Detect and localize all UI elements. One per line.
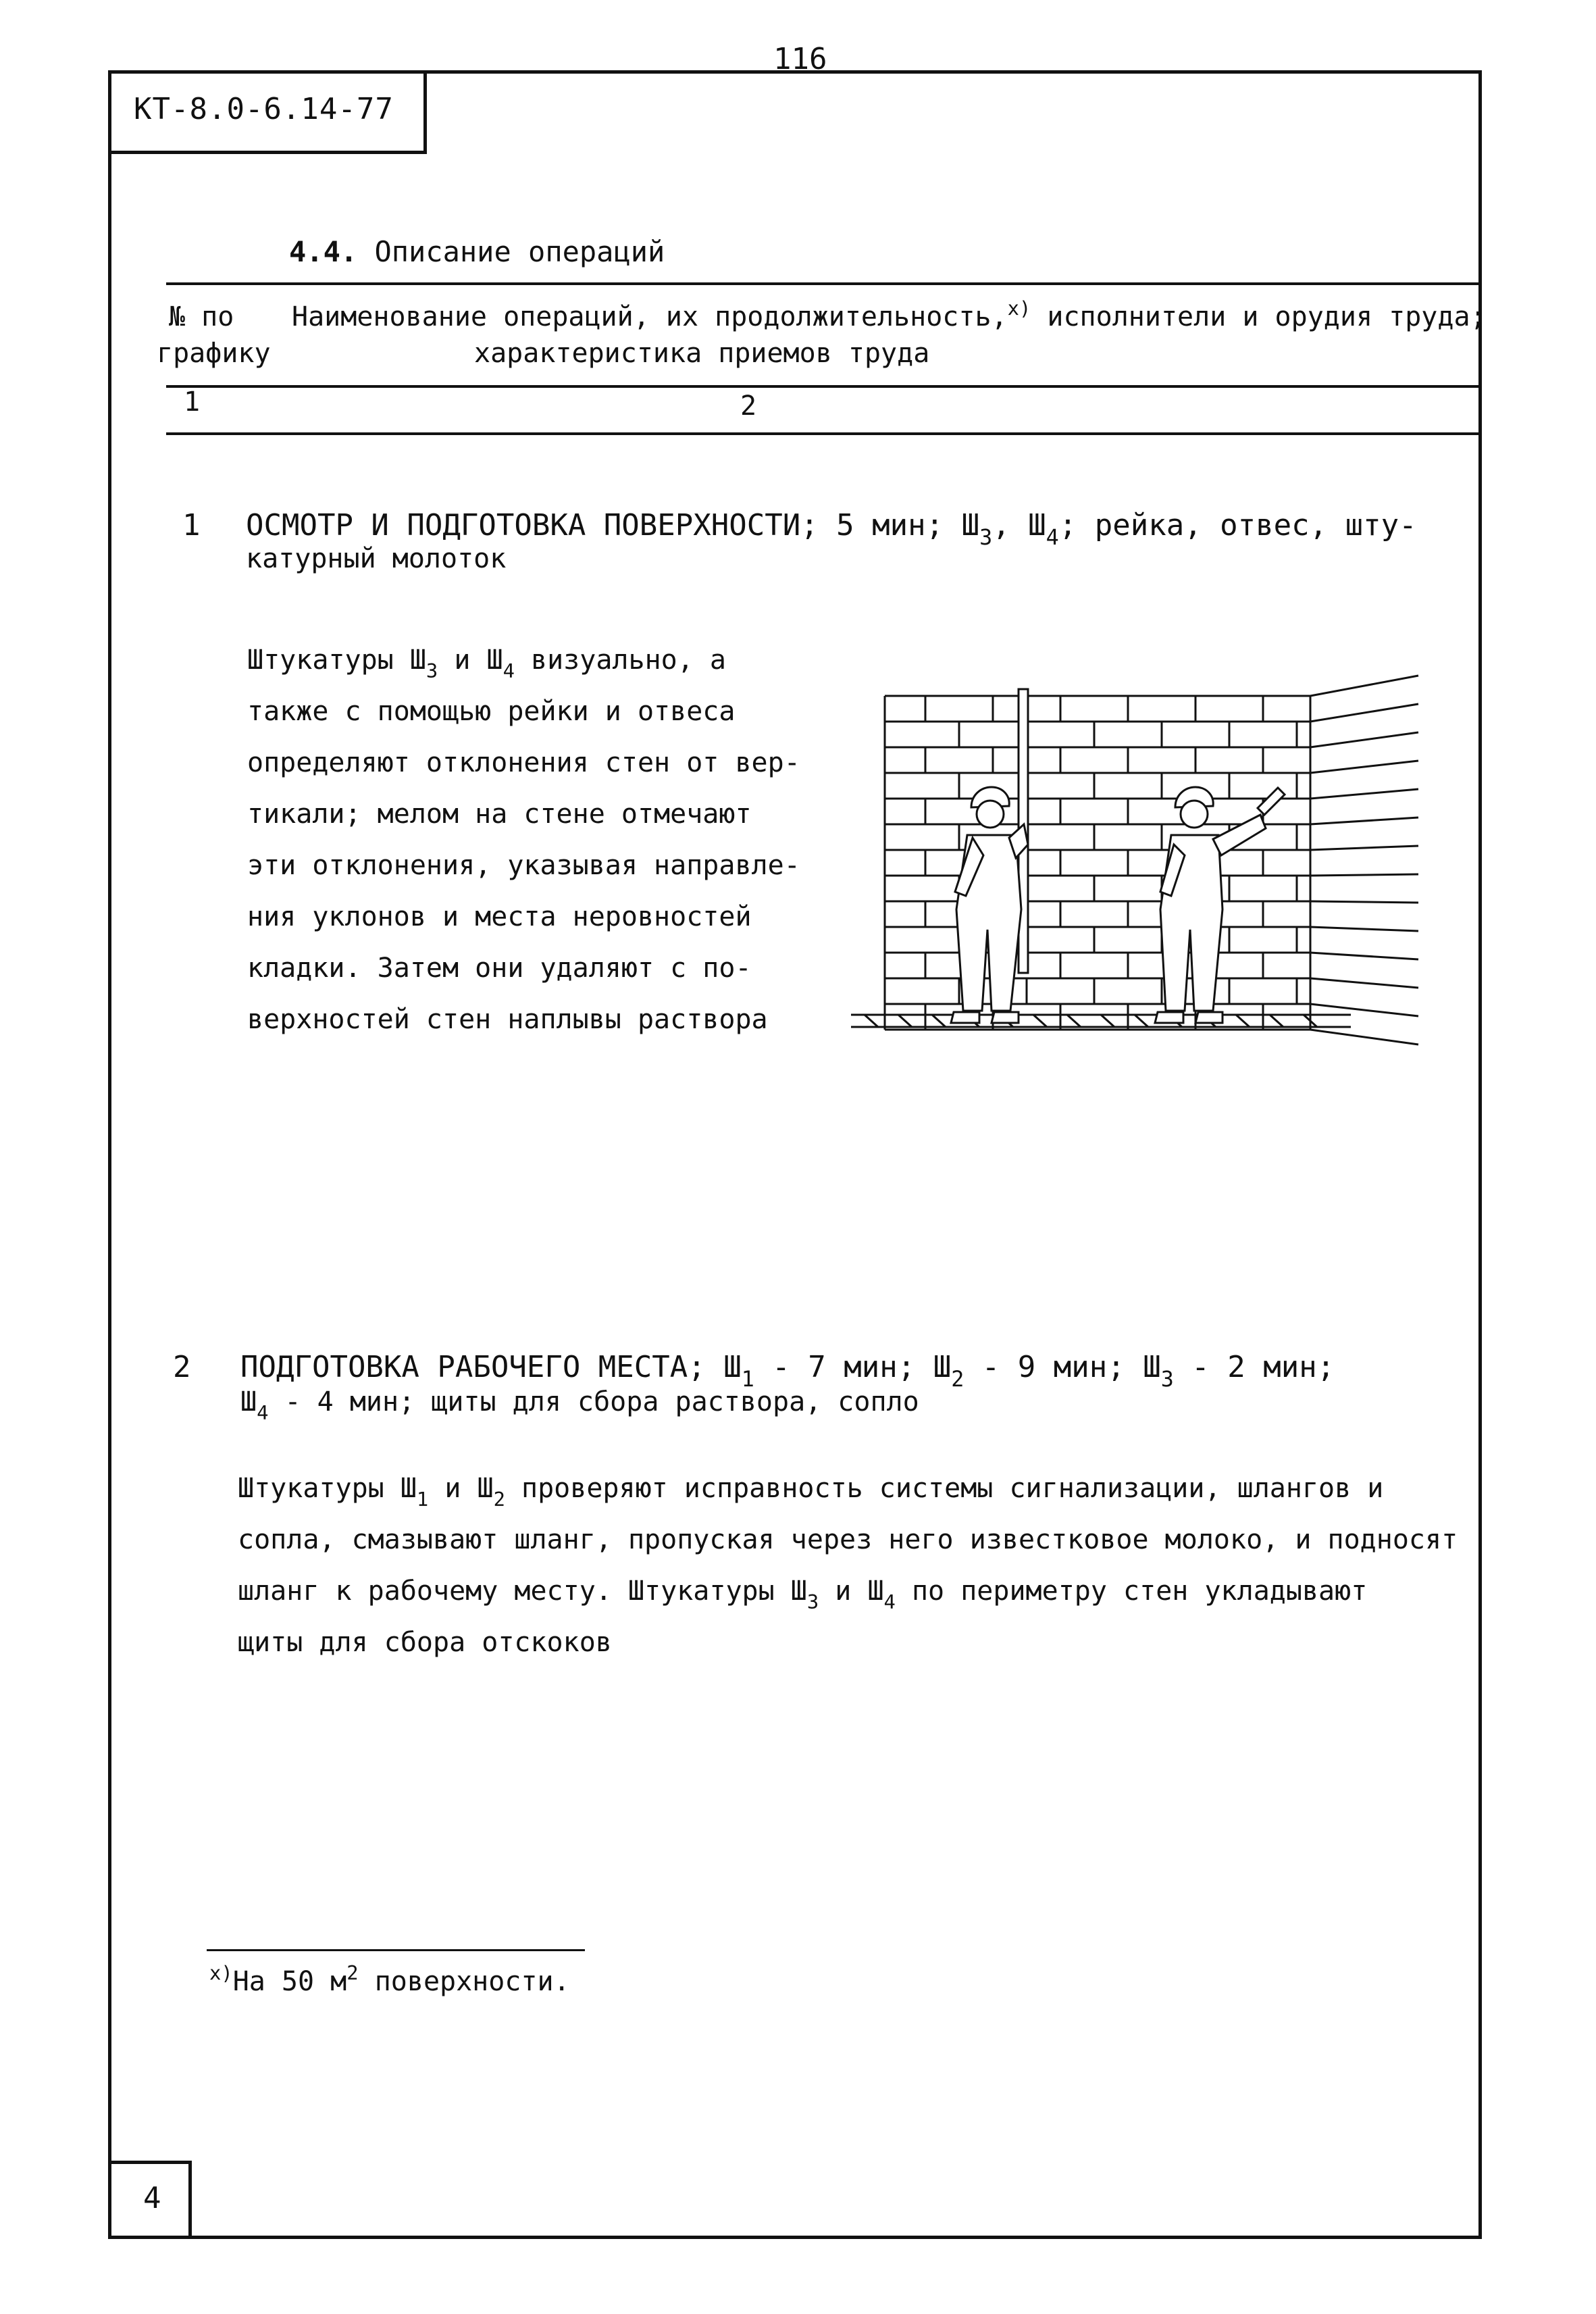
footnote-rule (207, 1949, 585, 1951)
col1-number: 1 (184, 386, 201, 418)
operation-1-title-line1 (246, 508, 1417, 551)
worker-left (951, 787, 1028, 1023)
section-title (289, 235, 665, 268)
section-number: 4.4. (289, 235, 358, 268)
page-frame (108, 70, 1482, 2239)
operation-2-title-line2: $Ш_4 - 4$ мин; щиты для сбора раствора, сопло (240, 1386, 919, 1424)
col1-header-line2: графику (157, 338, 271, 369)
corner-label: 4 (143, 2181, 161, 2215)
op2-desc-line: шланг к рабочему месту. Штукатуры $Ш_3$ и $Ш_4$ по периметру стен укладывают (238, 1576, 1368, 1613)
op1-desc-line: тикали; мелом на стене отмечают (247, 799, 752, 830)
operation-2-description (238, 1473, 1458, 1678)
footnote-mark: x) (209, 1961, 233, 1985)
op1-desc-line: кладки. Затем они удаляют с по- (247, 953, 752, 984)
table-mid-rule (166, 385, 1482, 388)
op1-title-text: ОСМОТР И ПОДГОТОВКА ПОВЕРХНОСТИ; 5 мин; Ш (246, 508, 980, 543)
op2-desc-line: сопла, смазывают шланг, пропуская через него известковое молоко, и подносят (238, 1524, 1458, 1555)
op2-desc-line: щиты для сбора отскоков (238, 1627, 612, 1658)
brick-wall (885, 696, 1310, 1030)
page-number: 116 (773, 42, 827, 76)
operation-1-description (247, 645, 800, 1055)
op1-title-text: ; рейка, отвес, шту- (1058, 508, 1417, 543)
op1-desc-line: ния уклонов и места неровностей (247, 901, 752, 932)
operation-2-title-line1: ПОДГОТОВКА РАБОЧЕГО МЕСТА; $Ш_1 - 7$ мин; $Ш_2 - 9$ мин; $Ш_3 - 2$ мин; (240, 1350, 1335, 1392)
plasterers-wall-illustration (838, 669, 1432, 1061)
op1-title-sub-3: 3 (979, 526, 993, 551)
operation-2-number: 2 (173, 1350, 191, 1384)
table-bottom-rule (166, 432, 1482, 435)
table-top-rule (166, 282, 1482, 285)
col2-header-text-a: Наименование операций, их продолжительность, (292, 301, 1008, 332)
col2-number: 2 (740, 391, 757, 422)
operation-1-title-line2: катурный молоток (246, 543, 507, 574)
op1-desc-line: также с помощью рейки и отвеса (247, 696, 736, 727)
col2-header-line2: характеристика приемов труда (474, 338, 930, 369)
side-wall (1310, 676, 1418, 1045)
section-title-text: Описание операций (374, 235, 665, 268)
document-code: КТ-8.0-6.14-77 (134, 92, 394, 126)
op1-title-text: , Ш (992, 508, 1046, 543)
footnote (209, 1961, 570, 1997)
op1-title-sub-4: 4 (1046, 526, 1059, 551)
col2-header-line1 (292, 297, 1487, 332)
op1-desc-line: определяют отклонения стен от вер- (247, 747, 800, 778)
worker-right (1155, 787, 1285, 1023)
op1-desc-line: верхностей стен наплывы раствора (247, 1004, 768, 1035)
operation-1-number: 1 (182, 508, 201, 543)
footnote-text: На 50 м (232, 1966, 347, 1997)
col1-header-line1: № по (169, 301, 234, 332)
footnote-text-end: поверхности. (358, 1966, 570, 1997)
footnote-mark: x) (1007, 297, 1031, 320)
op1-desc-line: Штукатуры $Ш_3$ и $Ш_4$ визуально, а (247, 645, 726, 682)
op1-desc-line: эти отклонения, указывая направле- (247, 850, 800, 881)
op2-desc-line: Штукатуры $Ш_1$ и $Ш_2$ проверяют исправность системы сигнализации, шлангов и (238, 1473, 1384, 1511)
col2-header-text-b: исполнители и орудия труда; (1047, 301, 1487, 332)
footnote-superscript: 2 (346, 1961, 359, 1985)
